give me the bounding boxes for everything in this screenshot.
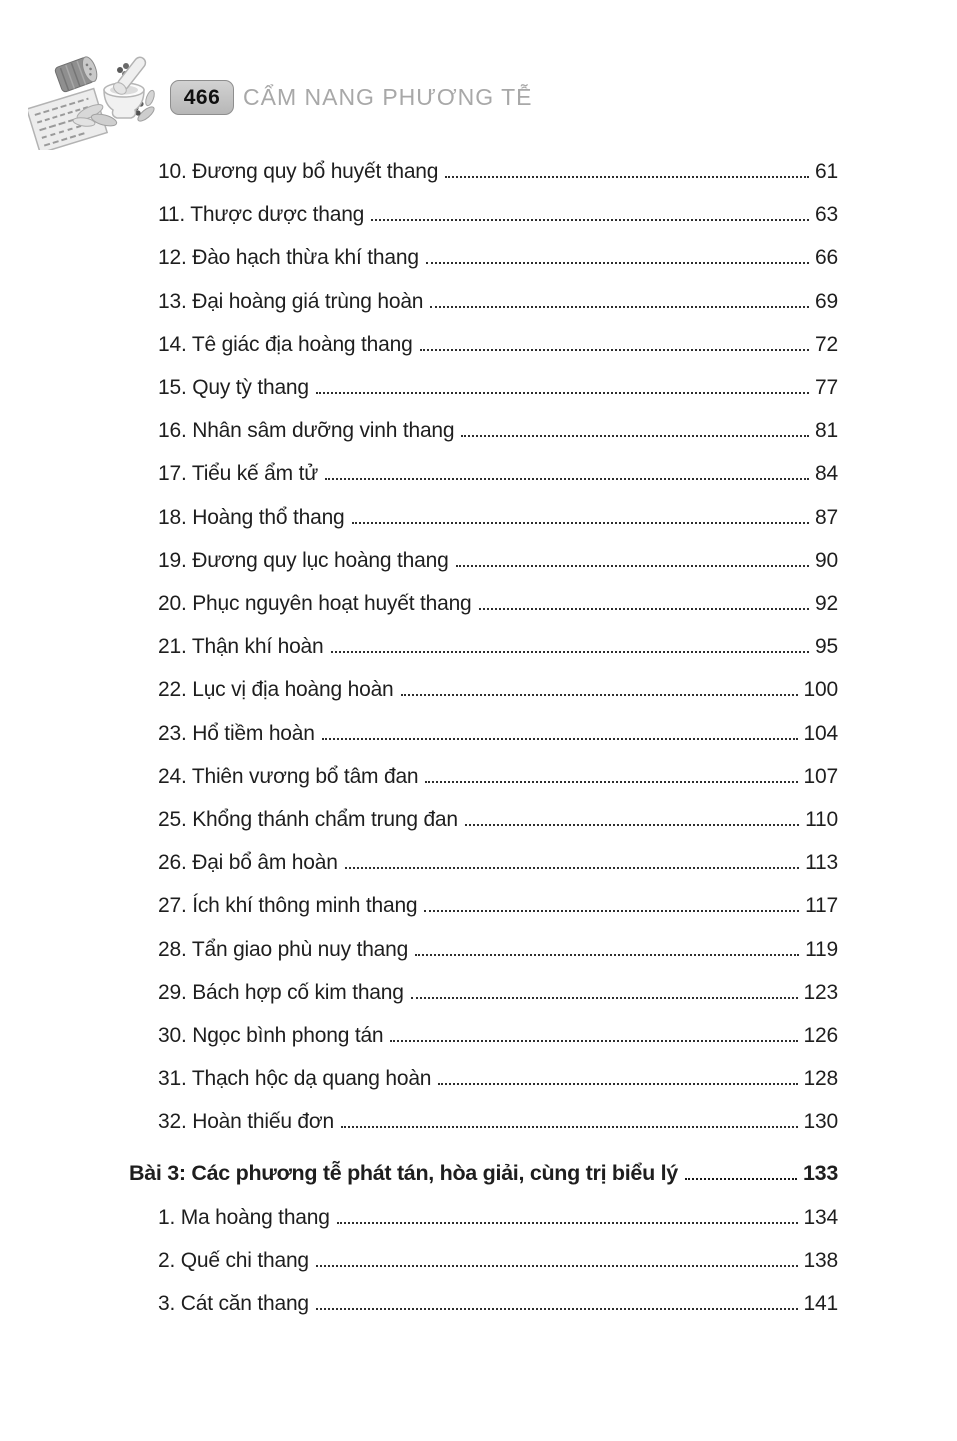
toc-entry (158, 971, 838, 1014)
toc-entry-page: 87 (815, 505, 838, 529)
toc-entry-page: 92 (815, 592, 838, 616)
toc-entry (158, 539, 838, 582)
dot-leader (426, 262, 809, 264)
dot-leader (685, 1178, 797, 1180)
dot-leader (411, 997, 798, 999)
toc-entry-page: 130 (803, 1110, 838, 1134)
toc-entry-label: 10. Đương quy bổ huyết thang (158, 160, 439, 183)
toc-entry (158, 1014, 838, 1057)
toc-entry (158, 884, 838, 927)
dot-leader (415, 954, 799, 956)
toc-entry-page: 113 (805, 851, 838, 875)
toc-entry-label: 23. Hổ tiềm hoàn (158, 721, 315, 745)
dot-leader (345, 867, 799, 869)
toc-entry-label: 11. Thược dược thang (158, 203, 365, 227)
dot-leader (445, 176, 809, 178)
toc-entry-label: 25. Khổng thánh chẩm trung đan (158, 808, 458, 832)
toc-entry-page: 84 (815, 462, 838, 486)
toc-section-heading (129, 1150, 838, 1196)
toc-entry (158, 712, 838, 755)
toc-entry (158, 193, 838, 236)
toc-section-label: Bài 3: Các phương tễ phát tán, hòa giải, cùng trị biểu lý (129, 1160, 678, 1185)
dot-leader (316, 1308, 798, 1310)
toc-entry (158, 323, 838, 366)
toc-list (158, 150, 838, 1144)
dot-leader (390, 1040, 797, 1042)
toc-entry-page: 90 (815, 548, 838, 572)
dot-leader (456, 565, 809, 567)
dot-leader (479, 608, 810, 610)
mortar-pestle-herbs-icon (28, 50, 162, 150)
toc-entry (158, 1282, 838, 1325)
dot-leader (424, 910, 799, 912)
toc-entry-label: 17. Tiểu kế ẩm tử (158, 462, 319, 486)
toc-entry-page: 66 (815, 246, 838, 270)
dot-leader (425, 781, 797, 783)
toc-sublist (158, 1196, 838, 1326)
toc-entry-label: 27. Ích khí thông minh thang (158, 894, 418, 918)
toc-entry-label: 24. Thiên vương bổ tâm đan (158, 764, 419, 788)
toc-entry-label: 1. Ma hoàng thang (158, 1205, 330, 1229)
toc-entry-page: 117 (805, 894, 838, 918)
toc-entry-label: 26. Đại bổ âm hoàn (158, 851, 338, 875)
toc-entry-label: 13. Đại hoàng giá trùng hoàn (158, 289, 424, 313)
toc-entry-page: 104 (803, 721, 838, 745)
table-of-contents (129, 150, 838, 1325)
toc-entry (158, 280, 838, 323)
toc-entry-label: 2. Quế chi thang (158, 1248, 309, 1272)
dot-leader (322, 738, 798, 740)
toc-entry-label: 18. Hoàng thổ thang (158, 505, 345, 529)
toc-entry (158, 1239, 838, 1282)
toc-entry (158, 1100, 838, 1143)
page-number-badge (170, 80, 234, 115)
toc-entry-page: 100 (803, 678, 838, 702)
toc-entry-page: 134 (803, 1205, 838, 1229)
toc-entry-page: 128 (803, 1067, 838, 1091)
page-number: 466 (183, 85, 221, 109)
toc-entry-label: 22. Lục vị địa hoàng hoàn (158, 678, 394, 702)
toc-entry (158, 409, 838, 452)
dot-leader (331, 651, 810, 653)
toc-entry-page: 123 (803, 980, 838, 1004)
toc-entry-page: 72 (815, 332, 838, 356)
toc-entry (158, 582, 838, 625)
toc-entry-page: 107 (803, 764, 838, 788)
toc-section-page: 133 (803, 1160, 838, 1185)
dot-leader (352, 522, 810, 524)
toc-entry-label: 19. Đương quy lục hoàng thang (158, 548, 449, 572)
toc-entry-label: 15. Quy tỳ thang (158, 376, 309, 400)
dot-leader (438, 1083, 797, 1085)
toc-entry-label: 21. Thận khí hoàn (158, 635, 324, 659)
dot-leader (316, 392, 809, 394)
toc-entry-page: 69 (815, 289, 838, 313)
toc-entry-label: 29. Bách hợp cố kim thang (158, 980, 404, 1004)
toc-entry (158, 496, 838, 539)
toc-entry (158, 841, 838, 884)
toc-entry-page: 138 (803, 1248, 838, 1272)
toc-entry-label: 3. Cát căn thang (158, 1292, 309, 1316)
toc-entry-label: 32. Hoàn thiếu đơn (158, 1110, 334, 1134)
toc-entry (158, 452, 838, 495)
dot-leader (465, 824, 799, 826)
toc-entry (158, 1057, 838, 1100)
dot-leader (430, 306, 809, 308)
dot-leader (325, 478, 809, 480)
toc-entry-label: 28. Tẩn giao phù nuy thang (158, 937, 409, 961)
toc-entry-page: 141 (803, 1292, 838, 1316)
toc-entry (158, 755, 838, 798)
dot-leader (316, 1265, 798, 1267)
toc-entry-label: 20. Phục nguyên hoạt huyết thang (158, 592, 472, 616)
toc-entry-label: 31. Thạch hộc dạ quang hoàn (158, 1067, 432, 1091)
toc-entry (158, 366, 838, 409)
toc-entry-label: 30. Ngọc bình phong tán (158, 1024, 384, 1048)
dot-leader (420, 349, 809, 351)
toc-entry-label: 16. Nhân sâm dưỡng vinh thang (158, 419, 455, 443)
book-title: CẨM NANG PHƯƠNG TỄ (243, 84, 533, 110)
toc-entry (158, 668, 838, 711)
toc-entry-label: 12. Đào hạch thừa khí thang (158, 246, 419, 270)
toc-entry (158, 236, 838, 279)
toc-entry (158, 1196, 838, 1239)
toc-entry-page: 77 (815, 376, 838, 400)
dot-leader (401, 694, 798, 696)
dot-leader (461, 435, 809, 437)
toc-entry-page: 61 (815, 160, 838, 183)
toc-entry-page: 95 (815, 635, 838, 659)
toc-entry (158, 625, 838, 668)
toc-entry-page: 119 (805, 937, 838, 961)
toc-entry (158, 798, 838, 841)
toc-entry-page: 110 (805, 808, 838, 832)
toc-entry-label: 14. Tê giác địa hoàng thang (158, 332, 413, 356)
toc-entry-page: 126 (803, 1024, 838, 1048)
dot-leader (337, 1222, 798, 1224)
dot-leader (371, 219, 809, 221)
page-header (0, 0, 957, 150)
dot-leader (341, 1126, 798, 1128)
toc-entry (158, 928, 838, 971)
toc-entry (158, 150, 838, 193)
toc-entry-page: 63 (815, 203, 838, 227)
toc-entry-page: 81 (815, 419, 838, 443)
